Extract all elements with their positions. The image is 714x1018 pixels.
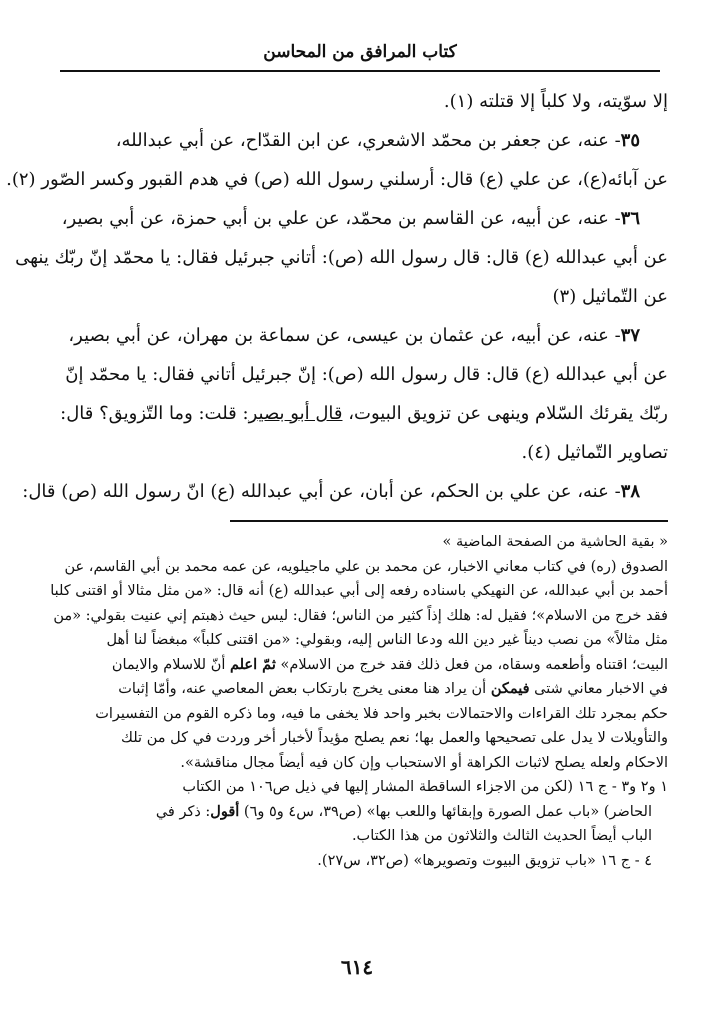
main-line-5: عن أبي عبدالله (ع) قال: قال رسول الله (ص): أتاني جبرئيل فقال: يا محمّد إنّ ربّك ينهى: [15, 247, 668, 268]
main-line-3: عن آبائه(ع)، عن علي (ع) قال: أرسلني رسول الله (ص) في هدم القبور وكسر الصّور (٢).: [6, 169, 668, 190]
footnote-ref-4: ٤ - ج ١٦ «باب تزويق البيوت وتصويرها» (ص٣٢، س٢٧).: [317, 852, 652, 869]
page-number: ٦١٤: [340, 955, 374, 979]
running-header: [60, 40, 660, 74]
footnotes: [50, 530, 668, 873]
main-line-9: ربّك يقرئك السّلام وينهى عن تزويق البيوت، قال أبو بصير: قلت: وما التّزويق؟ قال:: [60, 403, 668, 424]
footnote-line: الحاضر) «باب عمل الصورة وإبقائها واللعب بها» (ص٣٩، س٤ و٥ و٦) أقول: ذكر في: [155, 802, 652, 820]
main-line-2: عنه، عن جعفر بن محمّد الاشعري، عن ابن القدّاح، عن أبي عبدالله،: [115, 130, 609, 151]
footnote-line: فقد خرج من الاسلام»؛ فقيل له: هلك إذاً كثير من الناس؛ فقال: ليس حيث ذهبتم إني عنيت بقولي: «من: [53, 607, 668, 624]
footnote-line: في الاخبار معاني شتى فيمكن أن يراد هنا معنى يخرج بارتكاب بعض المعاصي عنه، وأمّا إثبات: [118, 680, 668, 697]
hadith-number: ٣٧: [620, 325, 640, 346]
header-title: كتاب المرافق من المحاسن: [263, 42, 457, 62]
hadith-number: ٣٦: [620, 208, 640, 229]
footnote-line: أحمد بن أبي عبدالله، عن النهيكي باسناده رفعه إلى أبي عبدالله (ع) أنه قال: «من مثل مثالا أو اقتنى كلبا: [50, 583, 668, 599]
hadith-37: ٣٧- عنه، عن أبيه، عن عثمان بن عيسى، عن سماعة بن مهران، عن أبي بصير،: [68, 325, 640, 346]
footnote-line: والتأويلات لا يدل على تصحيحها والعمل بها؛ نعم يصلح مؤيداً لأخبار أخر وردت في كل من تلك: [121, 730, 668, 746]
main-text: [6, 82, 668, 511]
footnote-line: الباب أيضاً الحديث الثالث والثلاثون من هذا الكتاب.: [351, 828, 652, 844]
main-line-10: تصاوير التّماثيل (٤).: [521, 442, 668, 463]
main-line-7: عنه، عن أبيه، عن عثمان بن عيسى، عن سماعة بن مهران، عن أبي بصير،: [68, 325, 609, 346]
footnote-rule: [230, 520, 668, 522]
footnote-line: الصدوق (ره) في كتاب معاني الاخبار، عن محمد بن علي ماجيلويه، عن عمه محمد بن أبي القاسم، عن: [64, 558, 668, 575]
main-line-11: عنه، عن علي بن الحكم، عن أبان، عن أبي عبدالله (ع) انّ رسول الله (ص) قال:: [22, 481, 609, 502]
hadith-number: ٣٥: [620, 130, 640, 151]
footnote-line: الاحكام ولعله يصلح لاثبات الكراهة أو الاستحباب وإن كان فيه أيضاً مجال مناقشة».: [180, 754, 668, 771]
main-line-1: إلا سوّيته، ولا كلباً إلا قتلته (١).: [443, 91, 668, 112]
hadith-38: ٣٨- عنه، عن علي بن الحكم، عن أبان، عن أبي عبدالله (ع) انّ رسول الله (ص) قال:: [22, 481, 640, 502]
main-line-6: عن التّماثيل (٣): [552, 286, 668, 307]
footnote-line: البيت؛ اقتناه وأطعمه وسقاه، من فعل ذلك فقد خرج من الاسلام» ثمّ اعلم أنّ للاسلام والايمان: [111, 655, 668, 673]
main-line-4: عنه، عن أبيه، عن القاسم بن محمّد، عن علي بن أبي حمزة، عن أبي بصير،: [61, 208, 609, 229]
underlined-phrase: قال أبو بصير: [248, 403, 343, 424]
bold-phrase: ثمّ اعلم: [229, 655, 276, 673]
hadith-35: ٣٥- عنه، عن جعفر بن محمّد الاشعري، عن ابن القدّاح، عن أبي عبدالله،: [115, 130, 640, 151]
footnote-ref-1-3: ١ و٢ و٣ - ج ١٦ (لكن من الاجزاء الساقطة المشار إليها في ذيل ص١٠٦ من الكتاب: [182, 779, 668, 795]
bold-phrase: فيمكن: [490, 680, 530, 697]
hadith-number: ٣٨: [620, 481, 640, 502]
main-line-8: عن أبي عبدالله (ع) قال: قال رسول الله (ص): إنّ جبرئيل أتاني فقال: يا محمّد إنّ: [65, 364, 668, 385]
header-rule: [60, 70, 660, 72]
footnote-continuation-heading: « بقية الحاشية من الصفحة الماضية »: [442, 534, 668, 550]
footnote-line: حكم بمجرد تلك القراءات والاحتمالات بخبر واحد فلا يخفى ما فيه، وما ذكره القوم من التفسيرات: [95, 705, 668, 722]
hadith-36: ٣٦- عنه، عن أبيه، عن القاسم بن محمّد، عن علي بن أبي حمزة، عن أبي بصير،: [61, 208, 640, 229]
bold-phrase: أقول: [210, 802, 240, 820]
footnote-line: مثل مثالاً» من نصب ديناً غير دين الله ودعا الناس إليه، وبقولي: «من اقتنى كلباً» مبغضاً لنا أهل: [106, 632, 668, 648]
